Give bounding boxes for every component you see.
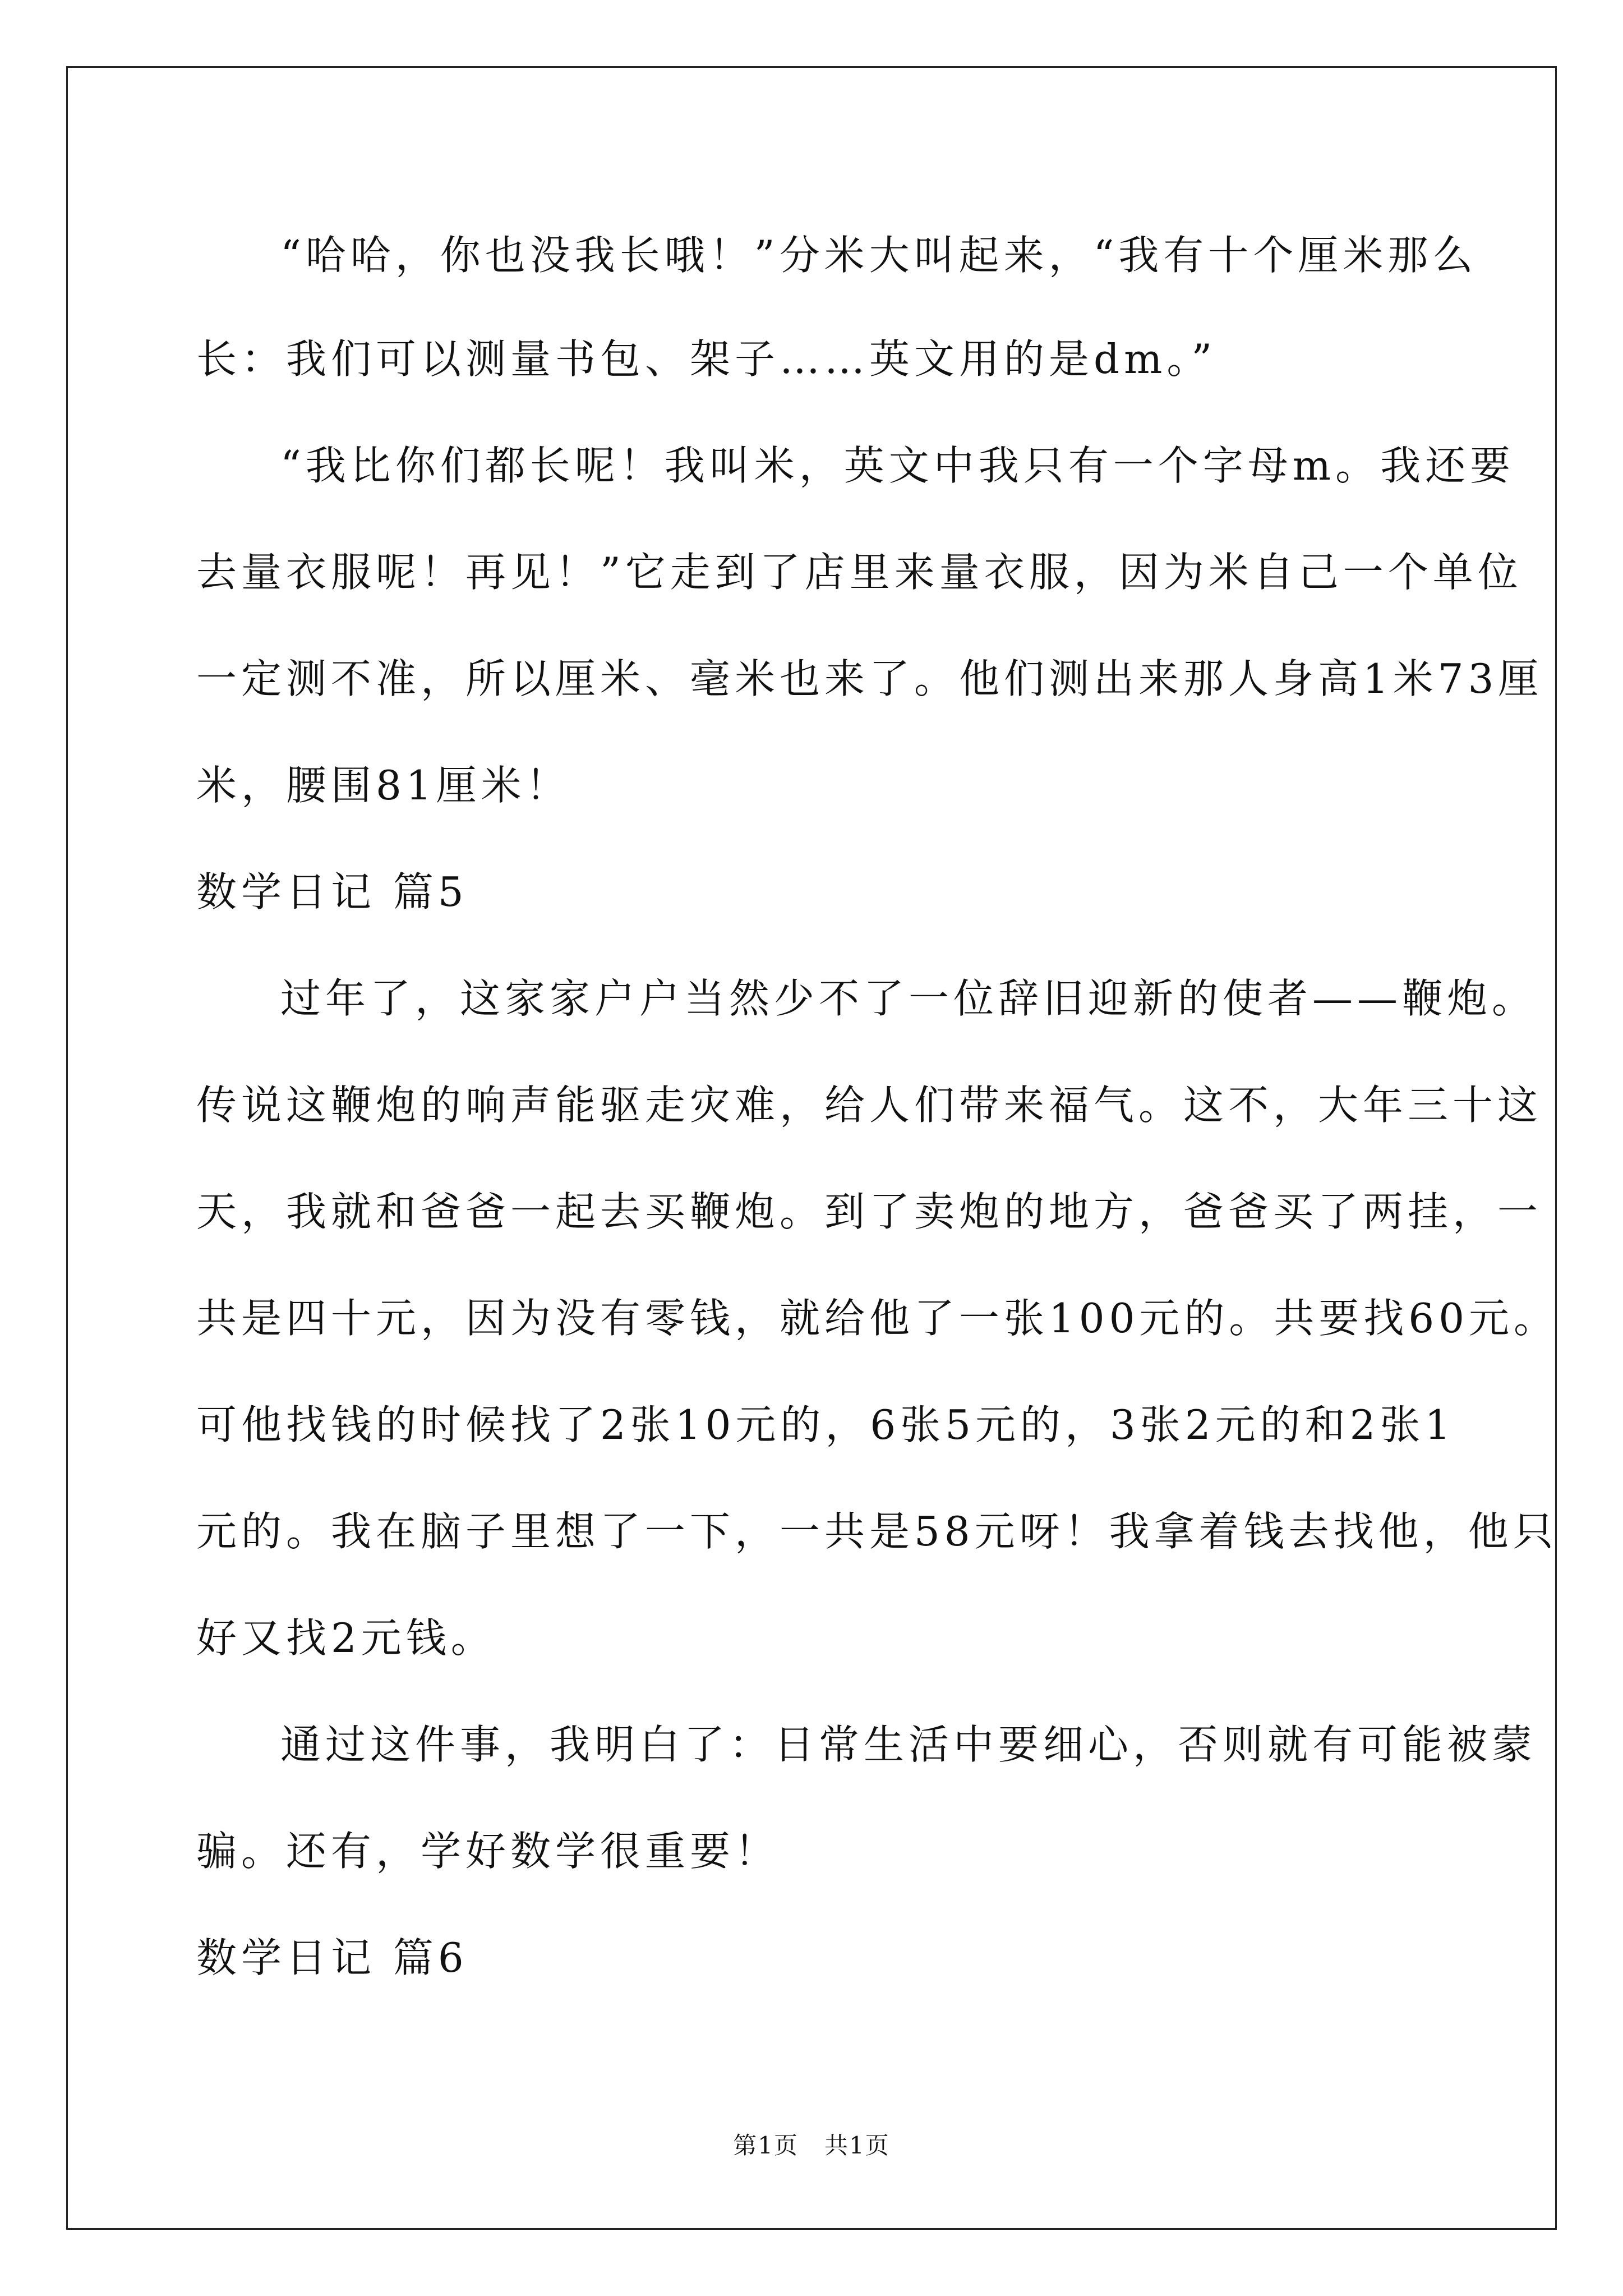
paragraph-line: “哈哈，你也没我长哦！”分米大叫起来，“我有十个厘米那么 — [280, 232, 1478, 279]
section-heading: 数学日记 篇6 — [196, 1934, 468, 1981]
paragraph-line: 长：我们可以测量书包、架子……英文用的是dm。” — [196, 335, 1217, 383]
paragraph-line: 传说这鞭炮的响声能驱走灾难，给人们带来福气。这不，大年三十这 — [196, 1082, 1543, 1129]
paragraph-line: 天，我就和爸爸一起去买鞭炮。到了卖炮的地方，爸爸买了两挂，一 — [196, 1188, 1543, 1235]
paragraph-line: 好又找2元钱。 — [196, 1614, 496, 1662]
paragraph-line: 元的。我在脑子里想了一下，一共是58元呀！我拿着钱去找他，他只 — [196, 1508, 1558, 1555]
paragraph-line: 共是四十元，因为没有零钱，就给他了一张100元的。共要找60元。 — [196, 1295, 1559, 1342]
page-border — [66, 66, 1557, 2230]
paragraph-line: 一定测不准，所以厘米、毫米也来了。他们测出来那人身高1米73厘 — [196, 655, 1543, 702]
page-number-footer: 第1页 共1页 — [733, 2132, 890, 2159]
paragraph-line: 通过这件事，我明白了：日常生活中要细心，否则就有可能被蒙 — [280, 1721, 1537, 1768]
section-heading: 数学日记 篇5 — [196, 868, 468, 915]
paragraph-line: 去量衣服呢！再见！”它走到了店里来量衣服，因为米自己一个单位 — [196, 549, 1523, 596]
paragraph-line: 过年了，这家家户户当然少不了一位辞旧迎新的使者——鞭炮。 — [280, 975, 1537, 1022]
paragraph-line: 骗。还有，学好数学很重要！ — [196, 1828, 780, 1875]
paragraph-line: 米，腰围81厘米！ — [196, 762, 571, 809]
paragraph-line: “我比你们都长呢！我叫米，英文中我只有一个字母m。我还要 — [280, 442, 1515, 489]
paragraph-line: 可他找钱的时候找了2张10元的，6张5元的，3张2元的和2张1 — [196, 1401, 1455, 1448]
